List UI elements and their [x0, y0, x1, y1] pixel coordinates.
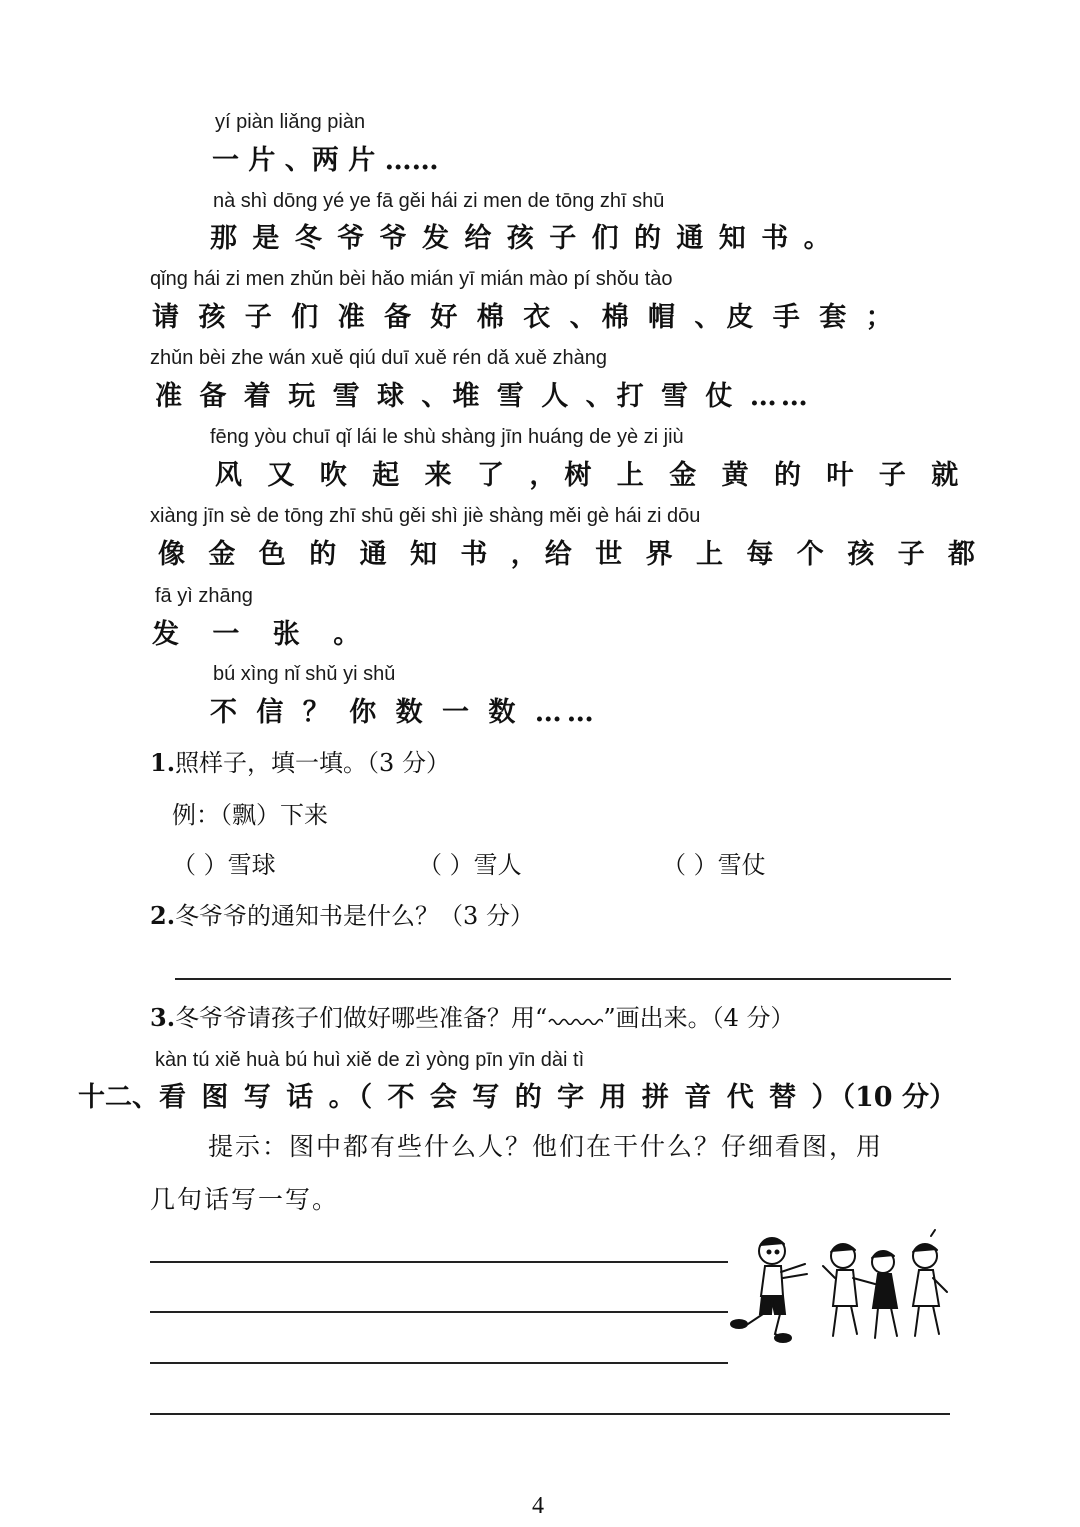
answer-blank[interactable]: （ ） — [662, 851, 718, 879]
blank-word: 雪球 — [227, 851, 276, 879]
blank-item-2 — [418, 845, 522, 880]
writing-line-3[interactable] — [150, 1362, 728, 1364]
text-line-2: 那 是 冬 爷 爷 发 给 孩 子 们 的 通 知 书 。 — [210, 223, 834, 254]
section-12-heading — [78, 1075, 956, 1114]
question-1 — [150, 743, 450, 778]
writing-line-1[interactable] — [150, 1261, 728, 1263]
section-12-title: 看 图 写 话 。（ 不 会 写 的 字 用 拼 音 代 替 ） — [159, 1082, 842, 1113]
writing-line-2[interactable] — [150, 1311, 728, 1313]
question-2-number: 2. — [150, 901, 176, 930]
pinyin-line-2: nà shì dōng yé ye fā gěi hái zi men de tōng zhī shū — [213, 190, 665, 212]
text-line-3: 请 孩 子 们 准 备 好 棉 衣 、棉 帽 、皮 手 套 ； — [152, 302, 898, 333]
text-line-1: 一 片 、两 片 …… — [212, 145, 439, 176]
answer-blank[interactable]: （ ） — [418, 851, 474, 879]
text-line-7: 发 一 张 。 — [152, 619, 373, 650]
pinyin-line-7: fā yì zhāng — [155, 585, 253, 607]
question-3-number: 3. — [150, 1003, 176, 1032]
text-line-8: 不 信 ？ 你 数 一 数 …… — [210, 697, 599, 728]
blank-item-1 — [172, 845, 276, 880]
wavy-underline-icon — [547, 1015, 603, 1025]
blank-word: 雪仗 — [717, 851, 766, 879]
children-playing-illustration — [725, 1226, 955, 1351]
hint-line-1: 提示：图中都有些什么人？他们在干什么？仔细看图，用 — [208, 1132, 884, 1161]
section-12-number: 十二、 — [78, 1082, 159, 1113]
pinyin-line-4: zhǔn bèi zhe wán xuě qiú duī xuě rén dǎ xuě zhàng — [150, 347, 607, 369]
hint-line-2: 几句话写一写。 — [150, 1185, 340, 1214]
question-2 — [150, 896, 534, 931]
question-3-text-after: ”画出来。（4 分） — [603, 1004, 795, 1032]
answer-blank[interactable]: （ ） — [172, 851, 228, 879]
text-line-4: 准 备 着 玩 雪 球 、堆 雪 人 、打 雪 仗 …… — [155, 381, 812, 412]
pinyin-line-5: fēng yòu chuī qǐ lái le shù shàng jīn huáng de yè zi jiù — [210, 426, 684, 448]
text-line-6: 像 金 色 的 通 知 书 ，给 世 界 上 每 个 孩 子 都 — [158, 539, 982, 570]
pinyin-line-6: xiàng jīn sè de tōng zhī shū gěi shì jiè shàng měi gè hái zi dōu — [150, 505, 701, 527]
question-2-text: 冬爷爷的通知书是什么？（3 分） — [175, 902, 534, 930]
blank-word: 雪人 — [473, 851, 522, 879]
pinyin-line-1: yí piàn liǎng piàn — [215, 111, 366, 133]
pinyin-line-8: bú xìng nǐ shǔ yi shǔ — [213, 663, 396, 685]
question-1-text: 照样子，填一填。（3 分） — [175, 749, 450, 777]
question-1-number: 1. — [150, 748, 176, 777]
text-line-5: 风 又 吹 起 来 了 ，树 上 金 黄 的 叶 子 就 — [215, 460, 967, 491]
page-number: 4 — [532, 1493, 544, 1519]
writing-line-4[interactable] — [150, 1413, 950, 1415]
blank-item-3 — [662, 845, 766, 880]
pinyin-line-3: qǐng hái zi men zhǔn bèi hǎo mián yī mián mào pí shǒu tào — [150, 268, 673, 290]
question-3 — [150, 998, 795, 1033]
answer-line-q2[interactable] — [175, 978, 951, 980]
section-12-score: （10 分） — [841, 1082, 956, 1113]
section-12-pinyin: kàn tú xiě huà bú huì xiě de zì yòng pīn yīn dài tì — [155, 1049, 585, 1071]
example-text: 例：（飘）下来 — [172, 801, 328, 829]
question-3-text-before: 冬爷爷请孩子们做好哪些准备？用“ — [175, 1004, 548, 1032]
